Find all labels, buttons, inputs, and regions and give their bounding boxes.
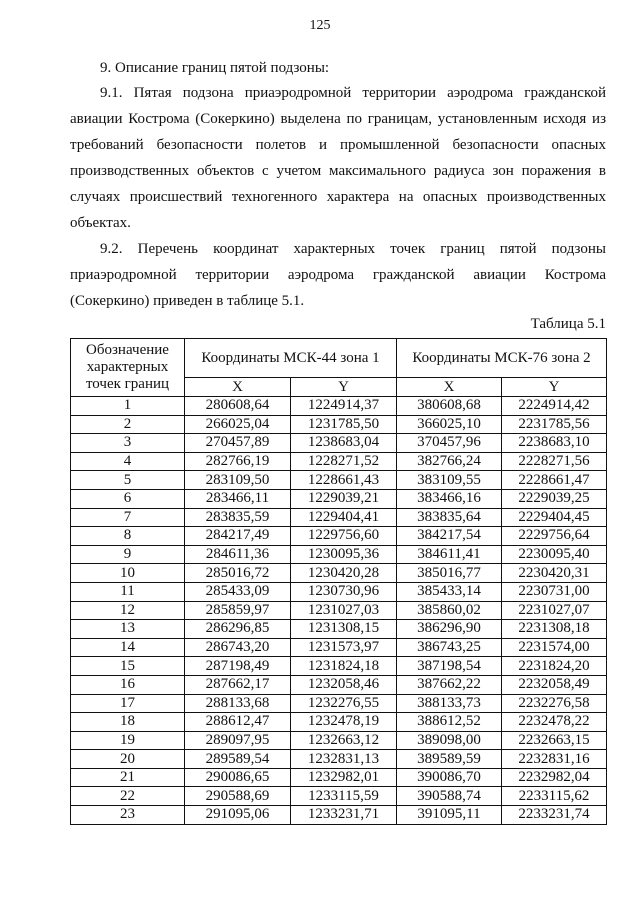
msk76-x-cell: 389098,00 — [397, 731, 502, 750]
point-number-cell: 12 — [71, 601, 185, 620]
msk76-x-cell: 386743,25 — [397, 638, 502, 657]
point-number-cell: 1 — [71, 397, 185, 416]
msk76-x-cell: 387662,22 — [397, 675, 502, 694]
point-number-cell: 3 — [71, 434, 185, 453]
msk76-y-cell: 2228661,47 — [502, 471, 607, 490]
coordinates-table-body — [71, 397, 607, 825]
msk44-y-cell: 1229756,60 — [291, 527, 397, 546]
table-row — [71, 434, 607, 453]
msk76-x-cell: 366025,10 — [397, 415, 502, 434]
paragraph-9-2 — [70, 236, 606, 314]
msk76-y-cell: 2232058,49 — [502, 675, 607, 694]
subheader-msk76-y: Y — [502, 378, 607, 397]
msk44-y-cell: 1233115,59 — [291, 787, 397, 806]
msk44-x-cell: 282766,19 — [185, 452, 291, 471]
point-number-cell: 18 — [71, 713, 185, 732]
point-number-cell: 14 — [71, 638, 185, 657]
msk44-x-cell: 283109,50 — [185, 471, 291, 490]
table-row — [71, 582, 607, 601]
msk44-y-cell: 1233231,71 — [291, 806, 397, 825]
point-number-cell: 10 — [71, 564, 185, 583]
table-row — [71, 768, 607, 787]
msk76-x-cell: 384217,54 — [397, 527, 502, 546]
msk44-x-cell: 284611,36 — [185, 545, 291, 564]
msk44-y-cell: 1232058,46 — [291, 675, 397, 694]
msk76-y-cell: 2229039,25 — [502, 489, 607, 508]
msk44-x-cell: 290588,69 — [185, 787, 291, 806]
msk76-x-cell: 385016,77 — [397, 564, 502, 583]
point-number-cell: 11 — [71, 582, 185, 601]
page-number: 125 — [309, 18, 331, 33]
msk44-x-cell: 290086,65 — [185, 768, 291, 787]
msk44-x-cell: 280608,64 — [185, 397, 291, 416]
column-header-msk76: Координаты МСК-76 зона 2 — [397, 339, 607, 378]
subheader-msk44-x: X — [185, 378, 291, 397]
table-row — [71, 397, 607, 416]
point-number-cell: 23 — [71, 806, 185, 825]
table-row — [71, 806, 607, 825]
msk76-x-cell: 390086,70 — [397, 768, 502, 787]
msk44-y-cell: 1230420,28 — [291, 564, 397, 583]
table-row — [71, 713, 607, 732]
msk44-x-cell: 284217,49 — [185, 527, 291, 546]
table-row — [71, 415, 607, 434]
msk44-x-cell: 291095,06 — [185, 806, 291, 825]
paragraph-9-2-text: 9.2. Перечень координат характерных точек границ пятой подзоны приаэродромной территории аэродрома гражданской авиации Кострома (Сокеркино) приведен в таблице 5.1. — [70, 241, 606, 309]
msk44-y-cell: 1232276,55 — [291, 694, 397, 713]
msk44-x-cell: 288612,47 — [185, 713, 291, 732]
point-number-cell: 7 — [71, 508, 185, 527]
coordinates-table — [70, 338, 607, 825]
table-row — [71, 489, 607, 508]
msk44-y-cell: 1231785,50 — [291, 415, 397, 434]
msk76-y-cell: 2229756,64 — [502, 527, 607, 546]
table-row — [71, 638, 607, 657]
msk76-y-cell: 2232982,04 — [502, 768, 607, 787]
table-row — [71, 694, 607, 713]
msk76-x-cell: 387198,54 — [397, 657, 502, 676]
msk44-y-cell: 1232982,01 — [291, 768, 397, 787]
point-number-cell: 9 — [71, 545, 185, 564]
msk44-x-cell: 266025,04 — [185, 415, 291, 434]
table-row — [71, 601, 607, 620]
point-number-cell: 21 — [71, 768, 185, 787]
table-row — [71, 620, 607, 639]
msk76-x-cell: 388612,52 — [397, 713, 502, 732]
msk44-x-cell: 283835,59 — [185, 508, 291, 527]
msk76-y-cell: 2231027,07 — [502, 601, 607, 620]
point-number-cell: 8 — [71, 527, 185, 546]
msk76-y-cell: 2230731,00 — [502, 582, 607, 601]
msk44-y-cell: 1231824,18 — [291, 657, 397, 676]
msk44-x-cell: 283466,11 — [185, 489, 291, 508]
msk76-y-cell: 2230420,31 — [502, 564, 607, 583]
table-row — [71, 471, 607, 490]
msk76-y-cell: 2231785,56 — [502, 415, 607, 434]
msk76-x-cell: 383466,16 — [397, 489, 502, 508]
msk76-x-cell: 391095,11 — [397, 806, 502, 825]
point-number-cell: 22 — [71, 787, 185, 806]
msk76-y-cell: 2232276,58 — [502, 694, 607, 713]
msk76-x-cell: 385433,14 — [397, 582, 502, 601]
point-number-cell: 4 — [71, 452, 185, 471]
msk44-y-cell: 1231027,03 — [291, 601, 397, 620]
msk76-y-cell: 2232663,15 — [502, 731, 607, 750]
msk44-y-cell: 1228271,52 — [291, 452, 397, 471]
msk76-x-cell: 383109,55 — [397, 471, 502, 490]
msk76-y-cell: 2231574,00 — [502, 638, 607, 657]
msk76-y-cell: 2231824,20 — [502, 657, 607, 676]
msk44-x-cell: 287198,49 — [185, 657, 291, 676]
msk44-y-cell: 1232663,12 — [291, 731, 397, 750]
table-row — [71, 731, 607, 750]
subheader-msk76-x: X — [397, 378, 502, 397]
msk44-y-cell: 1230095,36 — [291, 545, 397, 564]
point-number-cell: 15 — [71, 657, 185, 676]
msk76-x-cell: 382766,24 — [397, 452, 502, 471]
msk44-y-cell: 1229039,21 — [291, 489, 397, 508]
msk44-x-cell: 286296,85 — [185, 620, 291, 639]
point-number-cell: 2 — [71, 415, 185, 434]
msk76-x-cell: 383835,64 — [397, 508, 502, 527]
table-row — [71, 750, 607, 769]
msk76-y-cell: 2228271,56 — [502, 452, 607, 471]
table-row — [71, 527, 607, 546]
msk44-y-cell: 1229404,41 — [291, 508, 397, 527]
column-header-msk44: Координаты МСК-44 зона 1 — [185, 339, 397, 378]
msk76-x-cell: 380608,68 — [397, 397, 502, 416]
msk44-y-cell: 1231308,15 — [291, 620, 397, 639]
msk44-y-cell: 1232478,19 — [291, 713, 397, 732]
msk76-y-cell: 2229404,45 — [502, 508, 607, 527]
table-row — [71, 452, 607, 471]
point-number-cell: 5 — [71, 471, 185, 490]
msk76-x-cell: 388133,73 — [397, 694, 502, 713]
point-number-cell: 6 — [71, 489, 185, 508]
msk44-y-cell: 1228661,43 — [291, 471, 397, 490]
paragraph-9-1 — [70, 80, 606, 236]
msk44-y-cell: 1232831,13 — [291, 750, 397, 769]
msk44-x-cell: 270457,89 — [185, 434, 291, 453]
column-header-point: Обозначение характерных точек границ — [71, 339, 185, 397]
msk44-y-cell: 1224914,37 — [291, 397, 397, 416]
msk76-y-cell: 2232831,16 — [502, 750, 607, 769]
msk44-x-cell: 288133,68 — [185, 694, 291, 713]
msk76-y-cell: 2233231,74 — [502, 806, 607, 825]
table-row — [71, 787, 607, 806]
msk76-x-cell: 384611,41 — [397, 545, 502, 564]
msk76-y-cell: 2224914,42 — [502, 397, 607, 416]
table-caption: Таблица 5.1 — [530, 316, 606, 332]
msk44-x-cell: 287662,17 — [185, 675, 291, 694]
point-number-cell: 13 — [71, 620, 185, 639]
point-number-cell: 20 — [71, 750, 185, 769]
msk76-x-cell: 386296,90 — [397, 620, 502, 639]
msk76-y-cell: 2232478,22 — [502, 713, 607, 732]
msk44-y-cell: 1230730,96 — [291, 582, 397, 601]
msk76-x-cell: 370457,96 — [397, 434, 502, 453]
msk76-y-cell: 2231308,18 — [502, 620, 607, 639]
msk76-y-cell: 2230095,40 — [502, 545, 607, 564]
paragraph-9-1-text: 9.1. Пятая подзона приаэродромной территории аэродрома гражданской авиации Кострома (Сокеркино) выделена по границам, установленным исходя из требований безопасности полетов и промышленной безопасности опасных производственных объектов с учетом максимального радиуса зон поражения в случаях происшествий техногенного характера на опасных производственных объектах. — [70, 85, 606, 231]
msk76-x-cell: 390588,74 — [397, 787, 502, 806]
msk76-x-cell: 385860,02 — [397, 601, 502, 620]
msk76-x-cell: 389589,59 — [397, 750, 502, 769]
table-row — [71, 657, 607, 676]
msk44-x-cell: 285016,72 — [185, 564, 291, 583]
msk44-x-cell: 289097,95 — [185, 731, 291, 750]
msk44-y-cell: 1231573,97 — [291, 638, 397, 657]
msk44-x-cell: 285859,97 — [185, 601, 291, 620]
msk44-x-cell: 286743,20 — [185, 638, 291, 657]
table-row — [71, 545, 607, 564]
table-row — [71, 564, 607, 583]
table-row — [71, 508, 607, 527]
msk76-y-cell: 2233115,62 — [502, 787, 607, 806]
msk44-x-cell: 285433,09 — [185, 582, 291, 601]
point-number-cell: 17 — [71, 694, 185, 713]
section-heading: 9. Описание границ пятой подзоны: — [100, 60, 330, 76]
subheader-msk44-y: Y — [291, 378, 397, 397]
msk44-x-cell: 289589,54 — [185, 750, 291, 769]
table-row — [71, 675, 607, 694]
point-number-cell: 19 — [71, 731, 185, 750]
msk44-y-cell: 1238683,04 — [291, 434, 397, 453]
msk76-y-cell: 2238683,10 — [502, 434, 607, 453]
point-number-cell: 16 — [71, 675, 185, 694]
